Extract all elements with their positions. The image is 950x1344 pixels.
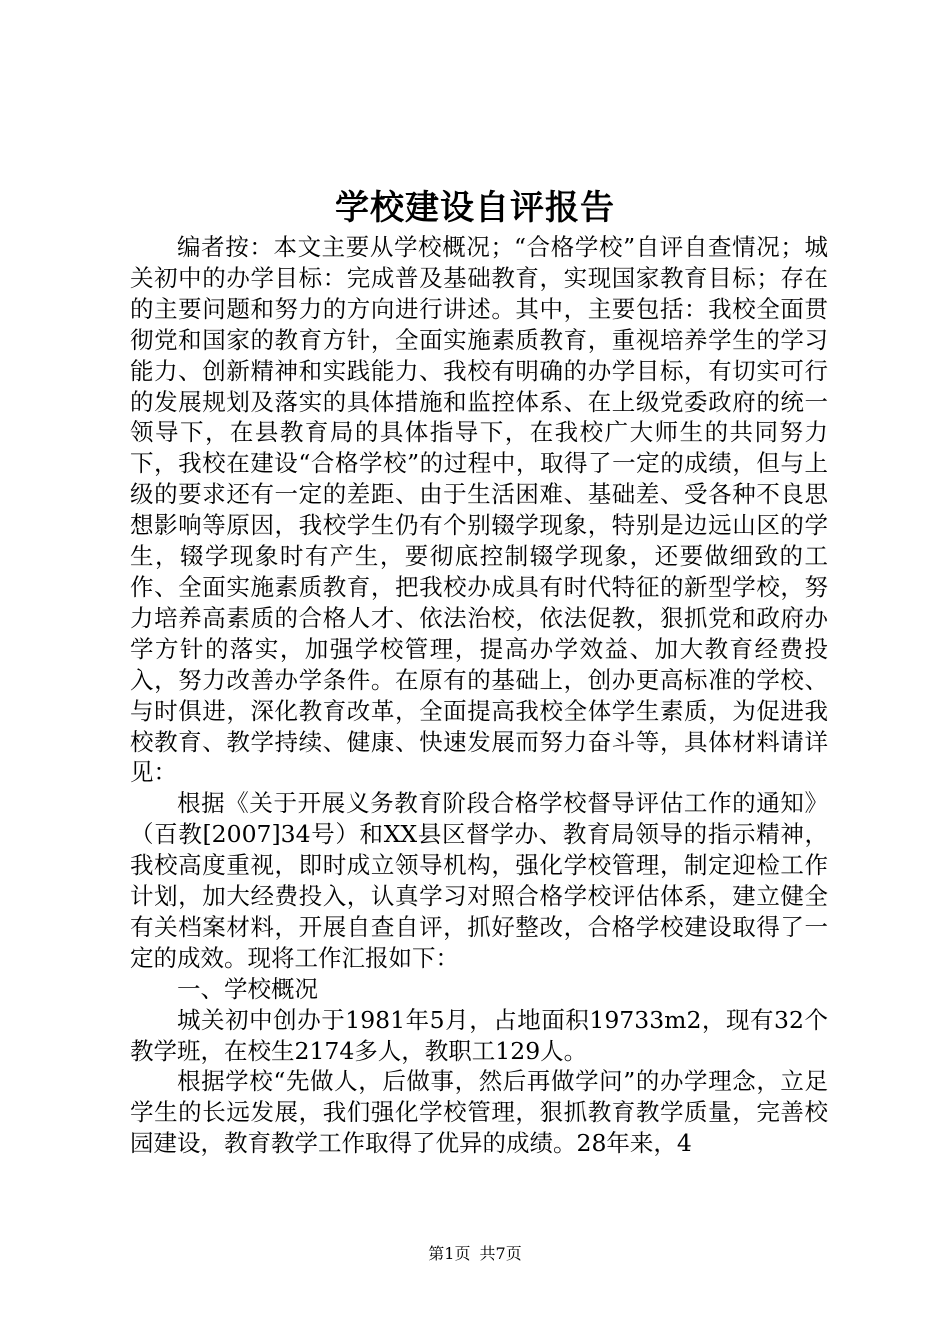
school-facts-paragraph: 城关初中创办于1981年5月，占地面积19733m2，现有32个教学班，在校生2174多人，教职工129人。 xyxy=(130,1005,828,1065)
page-number: 第1页 xyxy=(428,1244,471,1263)
editor-note-paragraph: 编者按：本文主要从学校概况；“合格学校”自评自查情况；城关初中的办学目标：完成普及基础教育，实现国家教育目标；存在的主要问题和努力的方向进行讲述。其中，主要包括：我校全面贯彻党和国家的教育方针，全面实施素质教育，重视培养学生的学习能力、创新精神和实践能力、我校有明确的办学目标，有切实可行的发展规划及落实的具体措施和监控体系、在上级党委政府的统一领导下，在县教育局的具体指导下，在我校广大师生的共同努力下，我校在建设“合格学校”的过程中，取得了一定的成绩，但与上级的要求还有一定的差距、由于生活困难、基础差、受各种不良思想影响等原因，我校学生仍有个别辍学现象，特别是边远山区的学生，辍学现象时有产生，要彻底控制辍学现象，还要做细致的工作、全面实施素质教育，把我校办成具有时代特征的新型学校，努力培养高素质的合格人才、依法治校，依法促教，狠抓党和政府办学方针的落实，加强学校管理，提高办学效益、加大教育经费投入，努力改善办学条件。在原有的基础上，创办更高标准的学校、与时俱进，深化教育改革，全面提高我校全体学生素质，为促进我校教育、教学持续、健康、快速发展而努力奋斗等，具体材料请详见： xyxy=(130,233,828,787)
basis-paragraph: 根据《关于开展义务教育阶段合格学校督导评估工作的通知》（百教[2007]34号）和XX县区督学办、教育局领导的指示精神，我校高度重视，即时成立领导机构，强化学校管理，制定迎检工作计划，加大经费投入，认真学习对照合格学校评估体系，建立健全有关档案材料，开展自查自评，抓好整改，合格学校建设取得了一定的成效。现将工作汇报如下： xyxy=(130,789,828,972)
document-body xyxy=(130,232,828,1159)
philosophy-paragraph: 根据学校“先做人，后做事，然后再做学问”的办学理念，立足学生的长远发展，我们强化学校管理，狠抓教育教学质量，完善校园建设，教育教学工作取得了优异的成绩。28年来，4 xyxy=(130,1067,828,1158)
document-title: 学校建设自评报告 xyxy=(335,188,615,228)
section-heading-school-overview: 一、学校概况 xyxy=(177,974,318,1003)
page-total: 共7页 xyxy=(479,1244,522,1263)
page-footer xyxy=(0,1243,950,1265)
